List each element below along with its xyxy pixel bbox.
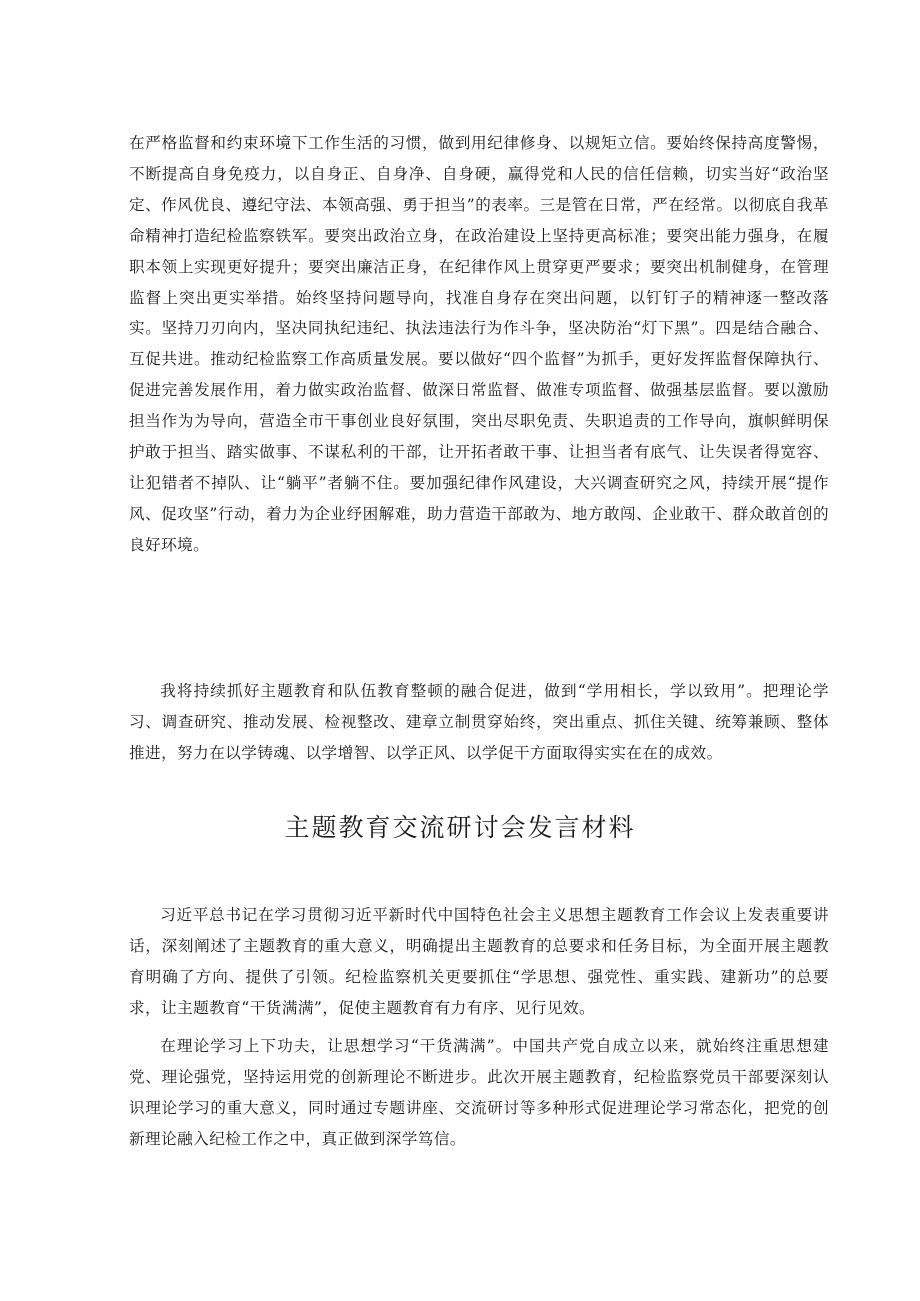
document-title: 主题教育交流研讨会发言材料 — [284, 813, 636, 842]
body-paragraph: 我将持续抓好主题教育和队伍教育整顿的融合促进，做到“学用相长，学以致用”。把理论学习、调查研究、推动发展、检视整改、建章立制贯穿始终，突出重点、抓住关键、统筹兼顾、整体推进，努力在以学铸魂、以学增智、以学正风、以学促干方面取得实实在在的成效。 — [129, 682, 829, 762]
body-paragraph: 在理论学习上下功夫，让思想学习“干货满满”。中国共产党自成立以来，就始终注重思想建党、理论强党，坚持运用党的创新理论不断进步。此次开展主题教育，纪检监察党员干部要深刻认识理论学习的重大意义，同时通过专题讲座、交流研讨等多种形式促进理论学习常态化，把党的创新理论融入纪检工作之中，真正做到深学笃信。 — [129, 1037, 829, 1148]
body-paragraph-continued: 在严格监督和约束环境下工作生活的习惯，做到用纪律修身、以规矩立信。要始终保持高度警惕，不断提高自身免疫力，以自身正、自身净、自身硬，赢得党和人民的信任信赖，切实当好“政治坚定、作风优良、遵纪守法、本领高强、勇于担当”的表率。三是管在日常，严在经常。以彻底自我革命精神打造纪检监察铁军。要突出政治立身，在政治建设上坚持更高标准；要突出能力强身，在履职本领上实现更好提升；要突出廉洁正身，在纪律作风上贯穿更严要求；要突出机制健身，在管理监督上突出更实举措。始终坚持问题导向，找准自身存在突出问题，以钉钉子的精神逐一整改落实。坚持刀刃向内，坚决同执纪违纪、执法违法行为作斗争，坚决防治“灯下黑”。四是结合融合、互促共进。推动纪检监察工作高质量发展。要以做好“四个监督”为抓手，更好发挥监督保障执行、促进完善发展作用，着力做实政治监督、做深日常监督、做准专项监督、做强基层监督。要以激励担当作为为导向，营造全市干事创业良好氛围，突出尽职免责、失职追责的工作导向，旗帜鲜明保护敢于担当、踏实做事、不谋私利的干部，让开拓者敢干事、让担当者有底气、让失误者得宽容、让犯错者不掉队、让“躺平”者躺不住。要加强纪律作风建设，大兴调查研究之风，持续开展“提作风、促攻坚”行动，着力为企业纾困解难，助力营造干部敢为、地方敢闯、企业敢干、群众敢首创的良好环境。 — [129, 134, 829, 554]
body-paragraph: 习近平总书记在学习贯彻习近平新时代中国特色社会主义思想主题教育工作会议上发表重要讲话，深刻阐述了主题教育的重大意义，明确提出主题教育的总要求和任务目标，为全面开展主题教育明确了方向、提供了引领。纪检监察机关更要抓住“学思想、强党性、重实践、建新功”的总要求，让主题教育“干货满满”，促使主题教育有力有序、见行见效。 — [129, 906, 829, 1017]
